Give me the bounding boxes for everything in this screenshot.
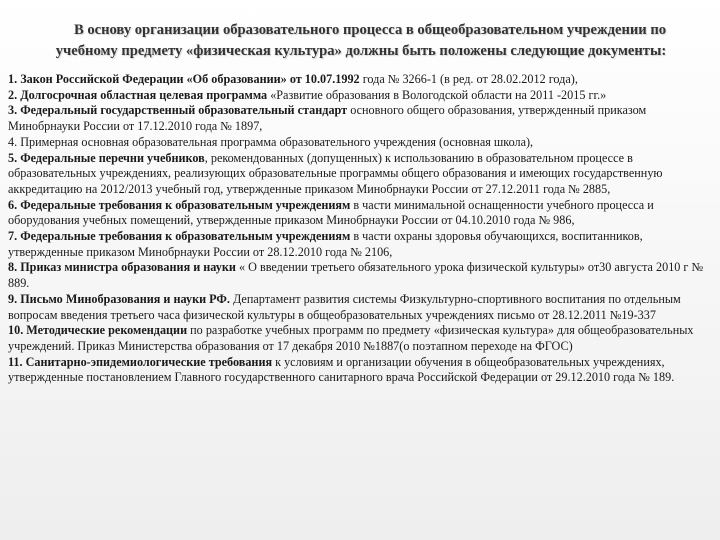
list-item-text: к условиям и организации обучения в общеобразовательных учреждениях, утвержденные постановлением Главного государственного санитарного врача Российской Федерации от 29.12.2010 года № 189. [8,354,675,385]
list-item-text: Департамент развития системы Физкультурно-спортивного воспитания по отдельным вопросам введения третьего часа физической культуры в общеобразовательных учреждениях письмо от 28.12.2011 №19-337 [8,291,681,322]
list-item [8,355,710,386]
list-item [8,198,710,229]
list-item-text: года № 3266-1 (в ред. от 28.02.2012 года), [359,72,578,86]
list-item-lead: 7. Федеральные требования к образовательным учреждениям [8,229,351,244]
list-item-text: в части минимальной оснащенности учебного процесса и оборудования учебных помещений, утвержденные приказом Минобрнауки России от 04.10.2010 года № 986, [8,197,654,228]
list-item-lead: 8. Приказ министра образования и науки [8,260,236,275]
list-item-lead: 3. Федеральный государственный образовательный стандарт [8,103,348,118]
list-item-text: « О введении третьего обязательного урока физической культуры» от30 августа 2010 г № 889. [8,260,704,291]
list-item [8,72,710,88]
list-item [8,135,710,151]
list-item [8,323,710,354]
title-line-2: учебному предмету «физическая культура» должны быть положены следующие документы: [55,43,667,60]
list-item-lead: 5. Федеральные перечни учебников [8,150,205,165]
list-item-text: «Развитие образования в Вологодской области на 2011 -2015 гг.» [267,87,607,102]
list-item [8,88,710,104]
list-item-text: основного общего образования, утвержденный приказом Минобрнауки России от 17.12.2010 года № 1897, [8,103,647,134]
list-item-lead: 2. Долгосрочная областная целевая программа [8,87,268,102]
list-item-lead: 10. Методические рекомендации [8,323,188,338]
list-item [8,151,710,198]
list-item-text: по разработке учебных программ по предмету «физическая культура» для общеобразовательных учреждений. Приказ Министерства образования от 17 декабря 2010 №1887(о поэтапном переходе на ФГОС) [8,323,694,353]
list-item [8,292,710,323]
title-line-1: В основу организации образовательного процесса в общеобразовательном учреждении по [73,22,667,38]
list-item-text: 4. Примерная основная образовательная программа образовательного учреждения (основная школа), [8,134,534,149]
slide-title [14,20,708,63]
list-item-text: в части охраны здоровья обучающихся, воспитанников, утвержденные приказом Минобрнауки России от 28.12.2010 года № 2106, [8,229,643,259]
list-item [8,103,710,134]
list-item [8,260,710,291]
list-item-lead: 1. Закон Российской Федерации «Об образовании» от 10.07.1992 [8,72,360,86]
list-item-lead: 11. Санитарно-эпидемиологические требования [8,354,273,369]
document-list [8,72,710,386]
list-item [8,229,710,260]
list-item-lead: 6. Федеральные требования к образовательным учреждениям [8,197,351,212]
list-item-text: , рекомендованных (допущенных) к использованию в образовательном процессе в образовательных учреждениях, реализующих образовательные программы общего образования и имеющих государственную аккредитацию на 2012/2013 учебный год, утвержденные приказом Минобрнауки России от 27.12.2011 года № 2885, [8,150,663,196]
list-item-lead: 9. Письмо Минобразования и науки РФ. [8,291,230,306]
